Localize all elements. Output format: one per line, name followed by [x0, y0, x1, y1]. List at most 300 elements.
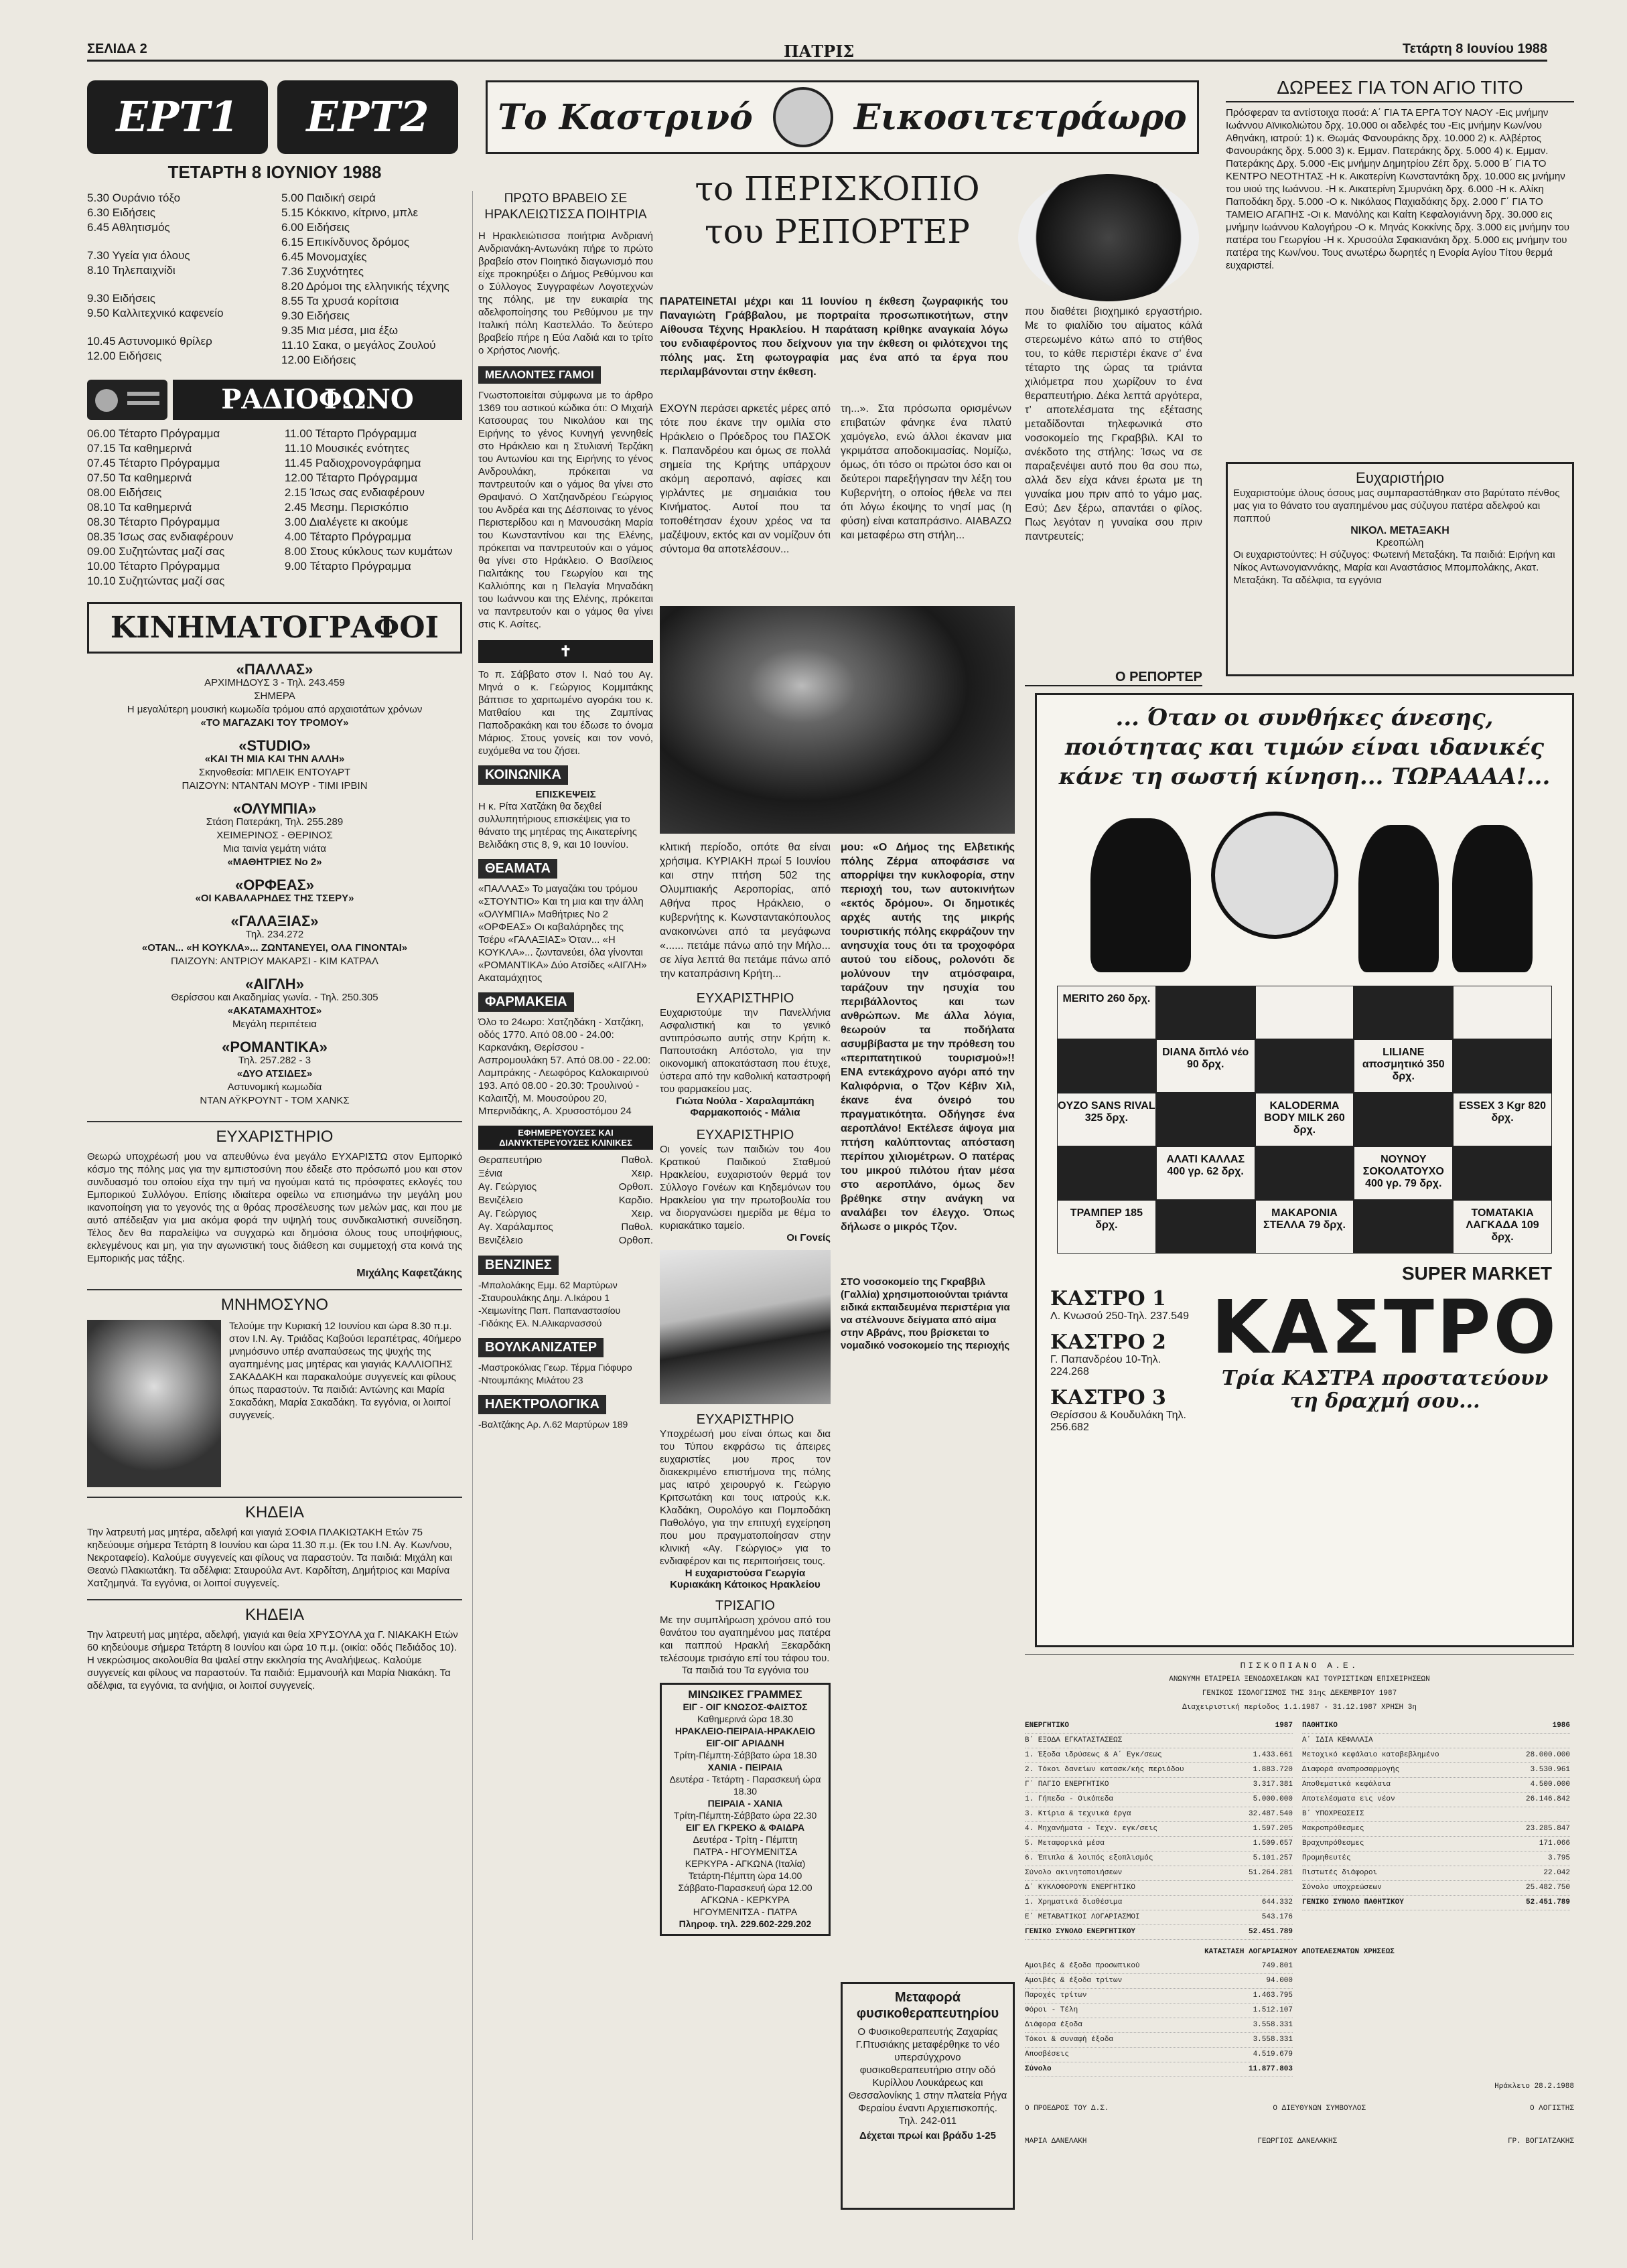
list-item: 08.30 Τέταρτο Πρόγραμμα	[87, 516, 220, 528]
list-item: 9.30 Ειδήσεις	[281, 309, 350, 322]
electric-text: -Βαλτζάκης Αρ. Λ.62 Μαρτύρων 189	[478, 1419, 628, 1430]
list-item: 9.50 Καλλιτεχνικό καφενείο	[87, 307, 224, 319]
transport-title: Μεταφορά φυσικοθεραπευτηρίου	[856, 1990, 999, 2021]
shipping-line: Καθημερινά ώρα 18.30	[697, 1714, 794, 1724]
fin-label: Αποσβέσεις	[1025, 2050, 1070, 2058]
fin-label: Αποθεματικά κεφάλαια	[1302, 1781, 1391, 1789]
portrait-photo	[87, 1320, 221, 1487]
transport-box	[841, 1982, 1015, 2210]
notice-title: Ευχαριστήριο	[1356, 469, 1444, 486]
fin-label: Προμηθευτές	[1302, 1854, 1351, 1862]
notice-title: ΕΥΧΑΡΙΣΤΗΡΙΟ	[216, 1128, 334, 1146]
shipping-line: Πληροφ. τηλ. 229.602-229.202	[679, 1918, 812, 1929]
thanks-notice	[87, 1121, 462, 1280]
clinic-name: Βενιζέλειο	[478, 1195, 523, 1206]
social-sub: ΕΠΙΣΚΕΨΕΙΣ	[535, 789, 596, 800]
table-row	[1302, 1778, 1570, 1793]
donations-text: Πρόσφεραν τα αντίστοιχα ποσά: Α΄ ΓΙΑ ΤΑ ΕΡΓΑ ΤΟΥ ΝΑΟΥ -Εις μνήμην Ιωάννου Αϊνικολιώτου δρχ. 10.000 οι αδελφές του -Εις μνήμην Κων/νου Αθηνάκη, ιατρού: 1) κ. Θωμάς Φανουράκης δρχ. 10.000 2) κ. Αλβέρτος Φανουράκης δρχ. 5.000 3) κ. Εμμαν. Πατεράκης δρχ. 5.000 4) κ. Εμμαν. Πατεράκης Δρχ. 5.000 -Εις μνήμην Δημητρίου Ζέπ δρχ. 5.000 Β΄ ΓΙΑ ΤΟ ΚΕΝΤΡΟ ΝΕΟΤΗΤΑΣ -Η κ. Αικατερίνη Κωνσταντάκη δρχ. 10.000 εις μνήμην του υιού της Ιωάννου. -Η κ. Αικατερίνη Σμυρνάκη δρχ. 6.000 -Η κ. Αλίκη Παποδάκη δρχ. 5.000 -Ο κ. Νικόλαος Παχιαδάκης δρχ. 2.000 Γ΄ ΓΙΑ ΤΟ ΤΑΜΕΙΟ ΑΓΑΠΗΣ -Οι κ. Μανόλης και Καίτη Κεφαλογιάννη δρχ. 30.000 εις μνήμην Ιωάννου Καλογήρου -Ο κ. Μηνάς Κοκκίνης δρχ. 3.000 εις μνήμην του πατέρα του Γεωργίου -Η κ. Χρυσούλα Σφακιανάκη δρχ. 5.000 εις μνήμην του πατέρα της Κων/νου. Τους ανωτέρω δωρητές η Ενορία Αγίου Τίτου θερμά ευχαριστεί.	[1226, 107, 1570, 271]
table-row	[1025, 2062, 1293, 2077]
fin-label: Σύνολο υποχρεώσεων	[1302, 1884, 1382, 1892]
list-item: 11.10 Σακα, ο μεγάλος Ζουλού	[281, 339, 436, 352]
list-item: 06.00 Τέταρτο Πρόγραμμα	[87, 427, 220, 440]
page-header	[87, 39, 1547, 62]
ert1-logo: ΕΡΤ1	[87, 80, 268, 154]
notice-text: Θεωρώ υποχρέωσή μου να απευθύνω ένα μεγάλο ΕΥΧΑΡΙΣΤΩ στον Εμπορικό κόσμο της πόλης μας για την εμπιστοσύνη που έδειξε στο πρόσωπό μου και στον συνδυασμό του οποίου είχα την τιμή να ηγούμαι κατά τις πρόσφατες εκλογές του Εμπορικού Συλλόγου. Επίσης ιδιαίτερα οφείλω να επισημάνω την μεγάλη μου ικανοποίηση για το γεγονός της α θρόας προσέλευσης των μελών μας, και που με αυτό απέδειξαν για μια ακόμα φορά την υψηλή τους συνδικαλιστική συνείδηση. Τέλος δεν θα παραλείψω να συγχαρώ και δημόσια όλους τους υποψήφιους, εκλεγμένους και μη, για την αγωνιστική τους διάθεση και συμμετοχή στα κοινά της Εμπορικής μας τάξης.	[87, 1151, 462, 1264]
list-item: 8.55 Τα χρυσά κορίτσια	[281, 295, 399, 307]
list-item: 2.15 Ίσως σας ενδιαφέρουν	[284, 486, 425, 499]
fin-value: 52.451.789	[1248, 1928, 1293, 1936]
fin-label: Τόκοι & συναφή έξοδα	[1025, 2036, 1114, 2044]
ert2-logo: ΕΡΤ2	[277, 80, 458, 154]
fin-label: ΓΕΝΙΚΟ ΣΥΝΟΛΟ ΠΑΘΗΤΙΚΟΥ	[1302, 1898, 1404, 1906]
price-cell: KALODERMA BODY MILK 260 δρχ.	[1255, 1093, 1354, 1146]
fin-value: 22.042	[1543, 1869, 1570, 1877]
tv-logos	[87, 80, 462, 154]
table-row	[1025, 1881, 1293, 1896]
notice-sign: Γιώτα Νούλα - Χαραλαμπάκη Φαρμακοποιός - Μάλια	[676, 1095, 815, 1118]
results-title: ΚΑΤΑΣΤΑΣΗ ΛΟΓΑΡΙΑΣΜΟΥ ΑΠΟΤΕΛΕΣΜΑΤΩΝ ΧΡΗΣΕΩΣ	[1204, 1948, 1395, 1956]
fin-value: 11.877.803	[1248, 2065, 1293, 2073]
social-text: Η κ. Ρίτα Χατζάκη θα δεχθεί συλλυπητήριους επισκέψεις για το θάνατο της μητέρας της Αικατερίνης Βελιδάκη στις 8, 9, και 10 Ιουνίου.	[478, 801, 637, 850]
radio-schedule	[87, 427, 462, 589]
baptism-text: Το π. Σάββατο στον Ι. Ναό του Αγ. Μηνά ο κ. Γεώργιος Κομμιτάκης βάπτισε το χαριτωμένο αγοράκι του κ. Ματθαίου και της Ζαμπίνας Παποδρακάκη και του έδωσε το όνομα Μάριος. Στους γονείς και τον νονό, ευχόμεθα να του ζήσει.	[478, 669, 653, 757]
cinema-name: «ΓΑΛΑΞΙΑΣ»	[230, 913, 319, 929]
clinics-title: ΕΦΗΜΕΡΕΥΟΥΣΕΣ ΚΑΙ ΔΙΑΝΥΚΤΕΡΕΥΟΥΣΕΣ ΚΛΙΝΙΚΕΣ	[478, 1126, 653, 1150]
tv-date: ΤΕΤΑΡΤΗ 8 ΙΟΥΝΙΟΥ 1988	[167, 162, 382, 182]
assets-side	[1025, 1719, 1293, 1940]
page-number: ΣΕΛΙΔΑ 2	[87, 42, 147, 56]
table-row	[1025, 1734, 1293, 1748]
table-row	[1025, 1807, 1293, 1822]
clinic-name: Ξένια	[478, 1168, 502, 1179]
shipping-line: Τρίτη-Πέμπτη-Σάββατο ώρα 18.30	[673, 1750, 817, 1760]
price-cell	[1156, 986, 1255, 1039]
periscope-title-1: το ΠΕΡΙΣΚΟΠΙΟ	[695, 169, 980, 208]
periscope-para-1: ΕΧΟΥΝ περάσει αρκετές μέρες από τότε που έκανε την ομιλία στο Ηράκλειο ο Πρόεδρος του ΠΑΣΟΚ κ. Παπανδρέου και όμως σε πολλά σημεία της Κρήτης υπάρχουν ακόμη αεροπανό, αφίσες και γιρλάντες με σημαιάκια του Κινήματος. Αυτοί που τα τοποθέτησαν έχουν χρέος να τα μαζέψουν, εκτός και αν νομίζουν ότι σύντομα θα αποτελέσουν...	[660, 403, 831, 555]
fin-label: Ε΄ ΜΕΤΑΒΑΤΙΚΟΙ ΛΟΓΑΡΙΑΣΜΟΙ	[1025, 1913, 1140, 1921]
fin-sub: ΑΝΩΝΥΜΗ ΕΤΑΙΡΕΙΑ ΞΕΝΟΔΟΧΕΙΑΚΩΝ ΚΑΙ ΤΟΥΡΙΣΤΙΚΩΝ ΕΠΙΧΕΙΡΗΣΕΩΝ	[1169, 1675, 1430, 1683]
list-item: 9.00 Τέταρτο Πρόγραμμα	[284, 560, 411, 573]
fin-label: Γ΄ ΠΑΓΙΟ ΕΝΕΡΓΗΤΙΚΟ	[1025, 1781, 1109, 1789]
cinema-item	[87, 739, 462, 793]
chess-king-icon	[1090, 818, 1191, 972]
list-item: 5.00 Παιδική σειρά	[281, 192, 376, 204]
list-item: 07.15 Τα καθημερινά	[87, 442, 192, 455]
shipping-title: ΜΙΝΩΙΚΕΣ ΓΡΑΜΜΕΣ	[688, 1688, 802, 1701]
table-row	[478, 1181, 653, 1194]
price-cell: ΝΟΥΝΟΥ ΣΟΚΟΛΑΤΟΥΧΟ 400 γρ. 79 δρχ.	[1354, 1146, 1453, 1200]
kastro-ad	[1035, 693, 1574, 1647]
notice-sign: Τα παιδιά του Τα εγγόνια του	[681, 1665, 809, 1676]
periscope-sign: Ο ΡΕΠΟΡΤΕΡ	[1025, 670, 1202, 686]
radio-list-right	[285, 427, 462, 589]
table-row	[1302, 1851, 1570, 1866]
cinema-item	[87, 915, 462, 968]
cinema-item	[87, 663, 462, 730]
list-item: 12.00 Ειδήσεις	[281, 354, 356, 366]
list-item: 11.00 Τέταρτο Πρόγραμμα	[284, 427, 417, 440]
price-cell: ΤΡΑΜΠΕΡ 185 δρχ.	[1057, 1200, 1156, 1254]
store-name: ΚΑΣΤΡΟ 1	[1050, 1287, 1166, 1310]
transport-text: Ο Φυσικοθεραπευτής Ζαχαρίας Γ.Πτυσιάκης μεταφέρθηκε το νέο υπερσύγχρονο φυσικοθεραπευτήριο στην οδό Κυρίλλου Λουκάρεως και Θεσσαλονίκης 1 στην πλατεία Ρήγα Φεραίου έναντι Αρχιεπισκοπής. Τηλ. 242-011	[848, 2026, 1007, 2127]
list-item: 07.45 Τέταρτο Πρόγραμμα	[87, 457, 220, 469]
notice-title: ΚΗΔΕΙΑ	[244, 1606, 305, 1624]
table-row	[1302, 1748, 1570, 1763]
fin-label: 2. Τόκοι δανείων κατασκ/κής περιόδου	[1025, 1766, 1184, 1774]
notice-title: ΜΝΗΜΟΣΥΝΟ	[220, 1296, 329, 1314]
cinema-line: ΝΤΑΝ ΑΫΚΡΟΥΝΤ - ΤΟΜ ΧΑΝΚΣ	[200, 1095, 350, 1106]
fin-value: 51.264.281	[1248, 1869, 1293, 1877]
periscope-illustration	[1018, 174, 1199, 301]
cinema-line: «ΔΥΟ ΑΤΣΙΔΕΣ»	[236, 1068, 313, 1079]
transport-hours: Δέχεται πρωί και βράδυ 1-25	[859, 2130, 996, 2141]
super-market-label: SUPER MARKET	[1401, 1263, 1552, 1284]
cinema-line: ΠΑΙΖΟΥΝ: ΑΝΤΡΙΟΥ ΜΑΚΑΡΣΙ - ΚΙΜ ΚΑΤΡΑΛ	[170, 956, 379, 967]
fin-year: 1987	[1275, 1722, 1293, 1730]
clinic-spec: Χειρ.	[631, 1168, 653, 1179]
table-row	[1025, 2033, 1293, 2048]
funeral-notice	[87, 1497, 462, 1590]
notice-text: Την λατρευτή μας μητέρα, αδελφή και γιαγιά ΣΟΦΙΑ ΠΛΑΚΙΩΤΑΚΗ Ετών 75 κηδεύουμε σήμερα Τετάρτη 8 Ιουνίου και ώρα 11.30 π.μ. (Εκ του Ι.Ν. Αγ. Κων/νου, Νεκροταφείο). Καλούμε συγγενείς και φίλους να παραστούν. Τα παιδιά: Μιχάλη και Θεανώ Πλακιωτάκη. Τα αδέλφια: Σταυρούλα Αντ. Καρδίτση, Δημήτριος και Μαρίνα Χατζημηνά. Τα εγγόνια, οι λοιποί συγγενείς.	[87, 1527, 453, 1589]
list-item: 7.36 Συχνότητες	[281, 265, 364, 278]
table-row	[1025, 2018, 1293, 2033]
clinic-spec: Χειρ.	[631, 1208, 653, 1219]
fin-label: Αμοιβές & έξοδα τρίτων	[1025, 1977, 1123, 1985]
fin-label: Δ΄ ΚΥΚΛΟΦΟΡΟΥΝ ΕΝΕΡΓΗΤΙΚΟ	[1025, 1884, 1136, 1892]
table-row	[1025, 1778, 1293, 1793]
notice-text: Οι γονείς των παιδιών του 4ου Κρατικού Παιδικού Σταθμού Ηρακλείου, ευχαριστούν θερμά τον Σύλλογο Γονέων και Κηδεμόνων του Ηρακλείου για την πρωτοβουλία του να διοργανώσει ημερίδα με θέμα το κυριακάτικο ταμείο.	[660, 1144, 831, 1231]
table-row	[1302, 1822, 1570, 1837]
fin-sub: Διαχειριστική περίοδος 1.1.1987 - 31.12.1987 ΧΡΗΣΗ 3η	[1182, 1704, 1417, 1712]
store-list	[1050, 1287, 1200, 1434]
fin-name: ΓΕΩΡΓΙΟΣ ΔΑΝΕΛΑΚΗΣ	[1257, 2137, 1338, 2145]
fin-label: 4. Μηχανήματα - Τεχν. εγκ/σεις	[1025, 1825, 1158, 1833]
price-cell	[1354, 986, 1453, 1039]
periscope-lead: ΠΑΡΑΤΕΙΝΕΤΑΙ μέχρι και 11 Ιουνίου η έκθεση ζωγραφικής του Παναγιώτη Γράββαλου, με πορτραίτα προσωπικοτήτων, στην Αίθουσα Τέχνης Ηρακλείου. Η παράταση κρίθηκε αναγκαία λόγω του ενδιαφέροντος που δείχνουν για την έκθεση οι φιλότεχνοι της πόλης μας. Στη φωτογραφία μας ένα από τα έργα που περιλαμβάνονται στην έκθεση.	[660, 296, 1008, 378]
cinema-line: Σκηνοθεσία: ΜΠΛΕΙΚ ΕΝΤΟΥΑΡΤ	[198, 767, 351, 778]
fin-sign: Ο ΛΟΓΙΣΤΗΣ	[1529, 2105, 1574, 2113]
price-cell	[1453, 1146, 1552, 1200]
table-row	[1025, 1837, 1293, 1851]
fin-value: 32.487.540	[1248, 1810, 1293, 1818]
table-row	[1025, 1974, 1293, 1989]
fin-label: 6. Έπιπλα & λοιπός εξοπλισμός	[1025, 1854, 1153, 1862]
globe-icon	[1211, 812, 1338, 939]
shipping-line: ΗΡΑΚΛΕΙΟ-ΠΕΙΡΑΙΑ-ΗΡΑΚΛΕΙΟ	[675, 1726, 816, 1736]
periscope-para-4: κλιτική περίοδο, οπότε θα είναι χρήσιμα. ΚΥΡΙΑΚΗ πρωί 5 Ιουνίου και στην πτήση 502 της Ολυμπιακής Αεροπορίας, από Αθήνα προς Ηράκλειο, ο κυβερνήτης κ. Κωνσταντακόπουλος ανακοινώνει από τα μεγάφωνα «...... πετάμε πάνω από την Μήλο... σε λίγα λεπτά θα πετάμε πάνω από την καταπράσινη Κρήτη...	[660, 842, 831, 980]
clinic-name: Αγ. Γεώργιος	[478, 1181, 537, 1193]
table-row	[1025, 1822, 1293, 1837]
cinema-line: ΧΕΙΜΕΡΙΝΟΣ - ΘΕΡΙΝΟΣ	[216, 830, 333, 841]
notice-title: ΕΥΧΑΡΙΣΤΗΡΙΟ	[696, 1128, 794, 1142]
fin-label: Σύνολο	[1025, 2065, 1052, 2073]
fin-label: Αμοιβές & έξοδα προσωπικού	[1025, 1962, 1140, 1970]
fin-label: Πιστωτές διάφοροι	[1302, 1869, 1378, 1877]
periscope-para-2: τη...». Στα πρόσωπα ορισμένων επιβατών φάνηκε ένα πλατύ χαμόγελο, ενώ άλλοι έκαναν μια γκριμάτσα αποδοκιμασίας. Νομίζω, όμως, ότι τόσο οι πρώτοι όσο και οι δεύτεροι παρεξήγησαν την λέξη του Κυβερνήτη, ο οποίος ήθελε να πει ότι λόγω έκοψης το νησί μας (η φύση) είναι καταπράσινο. ΑΙΑΒΑΖΩ και μεταφέρω στη στήλη...	[841, 403, 1011, 541]
price-cell: ΜΑΚΑΡΟΝΙΑ ΣΤΕΛΛΑ 79 δρχ.	[1255, 1200, 1354, 1254]
fin-year: 1986	[1552, 1722, 1570, 1730]
fin-value: 1.463.795	[1253, 1991, 1293, 1999]
table-row	[1302, 1881, 1570, 1896]
table-row	[1025, 1851, 1293, 1866]
painting-photo	[660, 606, 1015, 834]
cinema-item	[87, 1041, 462, 1108]
clinic-name: Θεραπευτήριο	[478, 1154, 543, 1166]
fin-label: Παροχές τρίτων	[1025, 1991, 1087, 1999]
notice-text: Την λατρευτή μας μητέρα, αδελφή, γιαγιά και θεία ΧΡΥΣΟΥΛΑ χα Γ. ΝΙΑΚΑΚΗ Ετών 60 κηδεύουμε σήμερα Τετάρτη 8 Ιουνίου και ώρα 10 π.μ. (οικία: οδός Πεδιάδος 10). Η νεκρώσιμος ακολουθία θα ψαλεί στην εκκλησία της Αναλήψεως. Καλούμε συγγενείς και φίλους να παραστούν. Τα παιδιά: Εμμανουήλ και Μαρία Νιακάκη. Τα αδέλφια, τα εγγόνια, τα ανήψια, οι λοιποί συγγενείς.	[87, 1629, 458, 1691]
price-cell: DIANA διπλό νέο 90 δρχ.	[1156, 1039, 1255, 1093]
shipping-line: Τρίτη-Πέμπτη-Σάββατο ώρα 22.30	[673, 1810, 817, 1821]
shipping-line: ΠΕΙΡΑΙΑ - ΧΑΝΙΑ	[707, 1798, 783, 1809]
price-cell	[1057, 1039, 1156, 1093]
fin-head: ΠΑΘΗΤΙΚΟ	[1302, 1722, 1338, 1730]
list-item: 8.20 Δρόμοι της ελληνικής τέχνης	[281, 280, 449, 293]
cinema-name: «ΠΑΛΛΑΣ»	[236, 661, 313, 678]
fin-head: ΕΝΕΡΓΗΤΙΚΟ	[1025, 1722, 1070, 1730]
fin-value: 23.285.847	[1525, 1825, 1570, 1833]
periscope-para-5: μου: «Ο Δήμος της Ελβετικής πόλης Ζέρμα αποφάσισε να απορρίψει την κυκλοφορία, στην περιοχή του, των αυτοκινήτων «εκτός δρόμου». Οι δημοτικές αρχές αυτής της μικρής τουριστικής πόλης εκφράζουν την ανησυχία τους ότι τα τροχοφόρα αυτού του είδους, ρολονότι δε μολύνουν την ατμόσφαιρα, ταράζουν την ησυχία του περιβάλλοντος και των ανθρώπων. Με άλλα λόγια, θεωρούν τα ποδήλατα ασυμβίβαστα με την πρόθεση του «περιπατητικού τουρισμού»!! ΕΝΑ εντεκάχρονο αγόρι από την Καλιφόρνια, ο Τζον Κέβιν Χιλ, έκανε ένα όνειρό του πραγματικότητα. Οδήγησε ένα αεροπλάνο! Εκτέλεσε άψογα μια πτήση καλύπτοντας απόσταση περίπου χιλιομέτρων. Ο πατέρας του μικρού πιλότου ήταν μέσα στο αεροπλάνο, όμως δεν βρέθηκε στην ανάγκη να αναλάβει τον έλεγχο. Όπως δήλωσε ο μικρός Τζον.	[841, 842, 1015, 1233]
fin-value: 1.597.205	[1253, 1825, 1293, 1833]
table-row	[478, 1221, 653, 1234]
table-row	[1025, 1763, 1293, 1778]
kastrino-title-right: Εικοσιτετράωρο	[853, 96, 1187, 138]
liabilities-side	[1302, 1719, 1570, 1940]
store-name: ΚΑΣΤΡΟ 3	[1050, 1386, 1166, 1410]
list-item: 11.10 Μουσικές ενότητες	[284, 442, 410, 455]
list-item: 2.45 Μεσημ. Περισκόπιο	[284, 501, 409, 514]
cinema-line: Τηλ. 234.272	[245, 929, 304, 940]
notice-name: ΝΙΚΟΛ. ΜΕΤΑΞΑΚΗ	[1350, 525, 1449, 536]
list-item: 6.15 Επικίνδυνος δρόμος	[281, 236, 410, 248]
results-table	[1025, 1959, 1293, 2077]
store-address: Γ. Παπανδρέου 10-Τηλ. 224.268	[1050, 1354, 1161, 1377]
cinema-list	[87, 663, 462, 1108]
shipping-box	[660, 1683, 831, 1936]
fin-value: 543.176	[1261, 1913, 1293, 1921]
list-item: 7.30 Υγεία για όλους	[87, 249, 190, 262]
radio-list-left	[87, 427, 271, 589]
price-cell	[1354, 1200, 1453, 1254]
fin-title: ΠΙΣΚΟΠΙΑΝΟ Α.Ε.	[1240, 1661, 1359, 1671]
radio-icon	[87, 380, 167, 420]
notice-title: ΚΗΔΕΙΑ	[244, 1503, 305, 1521]
clinic-spec: Παθολ.	[621, 1154, 653, 1166]
table-row	[1025, 1748, 1293, 1763]
fin-name: ΓΡ. ΒΟΓΙΑΤΖΑΚΗΣ	[1507, 2137, 1574, 2145]
fin-names	[1025, 2135, 1574, 2149]
table-row	[478, 1194, 653, 1207]
shipping-line: ΗΓΟΥΜΕΝΙΤΣΑ - ΠΑΤΡΑ	[693, 1906, 798, 1917]
fin-value: 52.451.789	[1525, 1898, 1570, 1906]
fin-value: 3.558.331	[1253, 2036, 1293, 2044]
petrol-title: ΒΕΝΖΙΝΕΣ	[478, 1256, 559, 1275]
left-column	[87, 80, 462, 2243]
clinic-name: Βενιζέλειο	[478, 1235, 523, 1246]
list-item: 3.00 Διαλέγετε κι ακούμε	[284, 516, 409, 528]
list-item: 12.00 Ειδήσεις	[87, 350, 162, 362]
fin-value: 5.000.000	[1253, 1795, 1293, 1803]
table-row	[1025, 1910, 1293, 1925]
price-cell: ΤΟΜΑΤΑΚΙΑ ΛΑΓΚΑΔΑ 109 δρχ.	[1453, 1200, 1552, 1254]
ert2-list	[281, 191, 462, 368]
list-item: 10.45 Αστυνομικό θρίλερ	[87, 335, 212, 348]
cinema-line: Αστυνομική κωμωδία	[227, 1081, 322, 1093]
list-item: 8.10 Τηλεπαιχνίδι	[87, 264, 175, 277]
fin-label: 1. Χρηματικά διαθέσιμα	[1025, 1898, 1123, 1906]
cinema-line: ΑΡΧΙΜΗΔΟΥΣ 3 - Τηλ. 243.459	[204, 677, 345, 688]
price-cell: ESSEX 3 Kgr 820 δρχ.	[1453, 1093, 1552, 1146]
notice-text: Ευχαριστούμε την Πανελλήνια Ασφαλιστική και το γενικό αντιπρόσωπο αυτής στην Κρήτη κ. Παπουτσάκη Απόστολο, για την οικονομική αποκατάσταση που έτυχε, ύστερα από την καθολική καταστροφή του φαρμακείου μας.	[660, 1007, 831, 1095]
kastro-tagline: Τρία ΚΑΣΤΡΑ προστατεύουν τη δραχμή σου...	[1221, 1367, 1549, 1413]
fin-label: 1. Έξοδα ιδρύσεως & Α΄ Εγκ/σεως	[1025, 1751, 1162, 1759]
theatres-title: ΘΕΑΜΑΤΑ	[478, 859, 557, 879]
fin-value: 644.332	[1261, 1898, 1293, 1906]
notice-sign: Οι Γονείς	[786, 1232, 831, 1243]
shipping-line: ΑΓΚΩΝΑ - ΚΕΡΚΥΡΑ	[701, 1894, 790, 1905]
table-row	[1302, 1837, 1570, 1851]
notice-text: Τελούμε την Κυριακή 12 Ιουνίου και ώρα 8.30 π.μ. στον Ι.Ν. Αγ. Τριάδας Καβούσι Ιεραπέτρας, 40ήμερο μνημόσυνο υπέρ αναπαύσεως της ψυχής της αγαπημένης μας μητέρας και γιαγιάς ΚΑΛΛΙΟΠΗΣ ΣΑΚΑΔΑΚΗ και παρακαλούμε συγγενείς και φίλους όπως παραστούν. Τα παιδιά: Αντώνης και Μαρία Σακαδάκη, Μαρία Σακαδάκη. Τα εγγόνια, οι λοιποί συγγενείς.	[229, 1320, 462, 1421]
memorial-notice	[87, 1289, 462, 1487]
notice-text: Υποχρέωσή μου είναι όπως και δια του Τύπου εκφράσω τις άπειρες ευχαριστίες μου προς τον διακεκριμένο επιστήμονα της πόλης μας ιατρό χειρουργό κ. Γεώργιο Κριτσωτάκη και τους ιατρούς κ.κ. Κλαδάκη, Ουρολόγο και Πομποδάκη Παθολόγο, για την επιτυχή εγχείρηση που μου πραγματοποίησαν στην κλινική «Αγ. Γεώργιος» για το ενδιαφέρον και τις περιποιήσεις τους.	[660, 1428, 831, 1567]
notice-sign: Μιχάλης Καφετζάκης	[356, 1268, 462, 1279]
fin-value: 94.000	[1266, 1977, 1293, 1985]
clinics-table	[478, 1154, 653, 1248]
fin-signatures	[1025, 2102, 1574, 2116]
fin-sub: ΓΕΝΙΚΟΣ ΙΣΟΛΟΓΙΣΜΟΣ ΤΗΣ 31ης ΔΕΚΕΜΒΡΙΟΥ 1987	[1202, 1689, 1397, 1697]
radio-title: ΡΑΔΙΟΦΩΝΟ	[173, 380, 462, 420]
chess-piece-icon	[1358, 825, 1439, 972]
fin-label: Β΄ ΥΠΟΧΡΕΩΣΕΙΣ	[1302, 1810, 1364, 1818]
list-item: 9.30 Ειδήσεις	[87, 292, 155, 305]
fin-value: 28.000.000	[1525, 1751, 1570, 1759]
list-item: 4.00 Τέταρτο Πρόγραμμα	[284, 530, 411, 543]
list-item: 07.50 Τα καθημερινά	[87, 471, 192, 484]
table-row	[478, 1207, 653, 1221]
ert1-list	[87, 191, 268, 368]
issue-date: Τετάρτη 8 Ιουνίου 1988	[1402, 42, 1547, 56]
fin-label: Αποτελέσματα εις νέον	[1302, 1795, 1395, 1803]
baptism-icon: ✝	[478, 640, 653, 663]
table-row	[1302, 1807, 1570, 1822]
clinic-spec: Ορθοπ.	[618, 1181, 653, 1193]
cinema-line: ΣΗΜΕΡΑ	[254, 690, 295, 702]
fin-label: Β΄ ΕΞΟΔΑ ΕΓΚΑΤΑΣΤΑΣΕΩΣ	[1025, 1736, 1123, 1744]
cinema-line: Τηλ. 257.282 - 3	[238, 1055, 311, 1066]
clinic-name: Αγ. Χαράλαμπος	[478, 1221, 553, 1233]
list-item: 5.30 Ουράνιο τόξο	[87, 192, 181, 204]
table-row	[1302, 1896, 1570, 1910]
table-row	[1025, 1896, 1293, 1910]
table-row	[478, 1154, 653, 1167]
fin-name: ΜΑΡΙΑ ΔΑΝΕΛΑΚΗ	[1025, 2137, 1087, 2145]
clinic-spec: Ορθοπ.	[618, 1235, 653, 1246]
table-row	[1025, 1959, 1293, 1974]
fin-place: Ηράκλειο 28.2.1988	[1494, 2083, 1574, 2091]
middle-narrow-column	[472, 191, 653, 2240]
cinema-line: «ΚΑΙ ΤΗ ΜΙΑ ΚΑΙ ΤΗΝ ΑΛΛΗ»	[204, 753, 345, 765]
cinema-item	[87, 879, 462, 905]
funeral-notice	[87, 1599, 462, 1692]
cinema-line: ΠΑΙΖΟΥΝ: ΝΤΑΝΤΑΝ ΜΟΥΡ - ΤΙΜΙ ΙΡΒΙΝ	[182, 780, 368, 791]
fin-value: 5.101.257	[1253, 1854, 1293, 1862]
table-row	[1025, 1793, 1293, 1807]
store-name: ΚΑΣΤΡΟ 2	[1050, 1331, 1166, 1354]
fin-value: 4.500.000	[1530, 1781, 1570, 1789]
price-cell: ΑΛΑΤΙ ΚΑΛΛΑΣ 400 γρ. 62 δρχ.	[1156, 1146, 1255, 1200]
financial-statement	[1025, 1654, 1574, 2237]
fin-value: 1.512.107	[1253, 2006, 1293, 2014]
fin-label: Σύνολο ακινητοποιήσεων	[1025, 1869, 1123, 1877]
donations-title: ΔΩΡΕΕΣ ΓΙΑ ΤΟΝ ΑΓΙΟ ΤΙΤΟ	[1226, 77, 1574, 102]
fin-value: 1.509.657	[1253, 1839, 1293, 1847]
radio-header	[87, 380, 462, 420]
fin-value: 3.558.331	[1253, 2021, 1293, 2029]
fin-label: Μακροπρόθεσμες	[1302, 1825, 1364, 1833]
notice-title: ΕΥΧΑΡΙΣΤΗΡΙΟ	[696, 1412, 794, 1427]
cinema-name: «ΟΡΦΕΑΣ»	[234, 877, 315, 893]
kastro-logo-block	[1211, 1284, 1559, 1434]
cinema-name: «ΑΙΓΛΗ»	[245, 976, 304, 992]
weddings-text: Γνωστοποιείται σύμφωνα με το άρθρο 1369 του αστικού κώδικα ότι: Ο Μιχαήλ Κατσουρας του Νικολάου και της Ειρήνης το γένος Κυνηγή γεννηθείς στο Ηράκλειο και η Στυλιανή Τερζάκη του Αντωνίου και της Ειρήνης το γένος Ανδρουλάκη, πρόκειται να παντρευτούν και ο γάμος θα γίνει στο Θραψανό. Ο Χατζηανδρέου Γεώργιος του Ανδρέα και της Δέσποινας το γένος Περιστερίδου και η Μανουσάκη Μαρία του Κωνσταντίνου και της Ελένης, πρόκειται να παντρευτούν και ο γάμος θα γίνει στο Ηράκλειο. Ο Βασίλειος Γιαλιτάκης του Γεωργίου και της Καλλιόπης και η Πελαγία Μηναδάκη του Ιωάννου και της Ελένης, πρόκειται να παντρευτούν και ο γάμος θα γίνει στις Κ. Ασίτες.	[478, 390, 653, 630]
kastro-logo: ΚΑΣΤΡΟ	[1211, 1284, 1559, 1370]
balance-sheet	[1025, 1719, 1574, 1940]
fin-label: ΓΕΝΙΚΟ ΣΥΝΟΛΟ ΕΝΕΡΓΗΤΙΚΟΥ	[1025, 1928, 1136, 1936]
cinema-name: «ΡΟΜΑΝΤΙΚΑ»	[222, 1039, 328, 1055]
list-item: 6.45 Αθλητισμός	[87, 221, 170, 234]
pigeon-photo	[660, 1250, 831, 1404]
table-row	[1302, 1734, 1570, 1748]
ad-slogan: ... Όταν οι συνθήκες άνεσης, ποιότητας και τιμών είναι ιδανικές κάνε τη σωστή κίνηση... ΤΩΡΑΑΑΑ!...	[1058, 704, 1551, 790]
shipping-line: ΕΙΓ ΕΛ ΓΚΡΕΚΟ & ΦΑΙΔΡΑ	[685, 1822, 805, 1833]
notice-title: ΤΡΙΣΑΓΙΟ	[715, 1598, 775, 1613]
weddings-title: ΜΕΛΛΟΝΤΕΣ ΓΑΜΟΙ	[478, 366, 601, 384]
table-row	[478, 1234, 653, 1248]
stores-row	[1037, 1284, 1572, 1434]
pharmacy-text: Όλο το 24ωρο: Χατζηδάκη - Χατζάκη, οδός 1770. Από 08.00 - 24.00: Καρκανάκη, Θερίσσου - Ασπρομουλάκη 57. Από 08.00 - 22.00: Λαμπράκης - Λεωφόρος Καλοκαιρινού 193. Από 08.00 - 20.30: Τρουλινού - Καλαιτζή, Μ. Μουσούρου 20, Μπερνιδάκης, Α. Χρυσοστόμου 24	[478, 1016, 651, 1117]
price-board	[1057, 986, 1552, 1254]
cinema-line: «ΤΟ ΜΑΓΑΖΑΚΙ ΤΟΥ ΤΡΟΜΟΥ»	[200, 717, 349, 729]
vulcan-title: ΒΟΥΛΚΑΝΙΖΑΤΕΡ	[478, 1338, 604, 1357]
table-row	[1025, 1866, 1293, 1881]
thanks-box	[1226, 462, 1574, 676]
tv-schedule	[87, 191, 462, 368]
price-cell: LILIANE αποσμητικό 350 δρχ.	[1354, 1039, 1453, 1093]
award-text: Η Ηρακλειώτισσα ποιήτρια Ανδριανή Ανδριανάκη-Αντωνάκη πήρε το πρώτο βραβείο στον Ποιητικό διαγωνισμό που είχε προκηρύξει ο Δήμος Ρεθύμνου και ο Σύλλογος Συγγραφέων Λογοτεχνών της πόλης, με την ευκαιρία της αδελφοποίησης του Ρεθύμνου με την Ιταλική πόλη Καστελλάο. Το δεύτερο βραβείο πήρε η Εύα Λαδιά και το τρίτο ο Χρήστος Λιονής.	[478, 230, 653, 356]
theatres-text: «ΠΑΛΛΑΣ» Το μαγαζάκι του τρόμου «ΣΤΟΥΝΤΙΟ» Και τη μια και την άλλη «ΟΛΥΜΠΙΑ» Μαθήτριες Νο 2 «ΟΡΦΕΑΣ» Οι καβαλάρηδες της Τσέρυ «ΓΑΛΑΞΙΑΣ» Όταν... «Η ΚΟΥΚΛΑ»... ζωντανεύει, όλα γίνονται «ΡΟΜΑΝΤΙΚΑ» Δύο Ατσίδες «ΑΙΓΛΗ» Ακαταμάχητος	[478, 883, 647, 984]
fin-value: 3.795	[1547, 1854, 1570, 1862]
cinema-line: Μια ταινία γεμάτη νιάτα	[223, 843, 326, 854]
list-item: 09.00 Συζητώντας μαζί σας	[87, 545, 225, 558]
social-title: ΚΟΙΝΩΝΙΚΑ	[478, 765, 568, 785]
price-cell: OYZO SANS RIVAL 325 δρχ.	[1057, 1093, 1156, 1146]
fin-value: 749.801	[1261, 1962, 1293, 1970]
notice-title: ΕΥΧΑΡΙΣΤΗΡΙΟ	[696, 991, 794, 1006]
cinema-line: Μεγάλη περιπέτεια	[232, 1018, 317, 1030]
hospital-caption: ΣΤΟ νοσοκομείο της Γκραββιλ (Γαλλία) χρησιμοποιούνται τριάντα ειδικά εκπαιδευμένα περιστέρια για να στέλνουνε δείγματα από αίμα στην Αβράνς, που βρίσκεται το νομαδικό νοσοκομείο της περιοχής	[841, 1276, 1010, 1351]
fin-value: 1.883.720	[1253, 1766, 1293, 1774]
table-row	[1302, 1763, 1570, 1778]
notice-role: Κρεοπώλη	[1376, 537, 1424, 548]
list-item: 6.45 Μονομαχίες	[281, 250, 367, 263]
cinema-line: «ΑΚΑΤΑΜΑΧΗΤΟΣ»	[227, 1005, 322, 1016]
table-row	[1302, 1866, 1570, 1881]
cinema-line: Στάση Πατεράκη, Τηλ. 255.289	[206, 816, 344, 828]
cinema-title: ΚΙΝΗΜΑΤΟΓΡΑΦΟΙ	[87, 602, 462, 654]
shipping-line: ΠΑΤΡΑ - ΗΓΟΥΜΕΝΙΤΣΑ	[693, 1846, 798, 1857]
kastrino-banner	[486, 80, 1199, 154]
list-item: 08.35 Ίσως σας ενδιαφέρουν	[87, 530, 234, 543]
list-item: 9.35 Μια μέσα, μια έξω	[281, 324, 399, 337]
